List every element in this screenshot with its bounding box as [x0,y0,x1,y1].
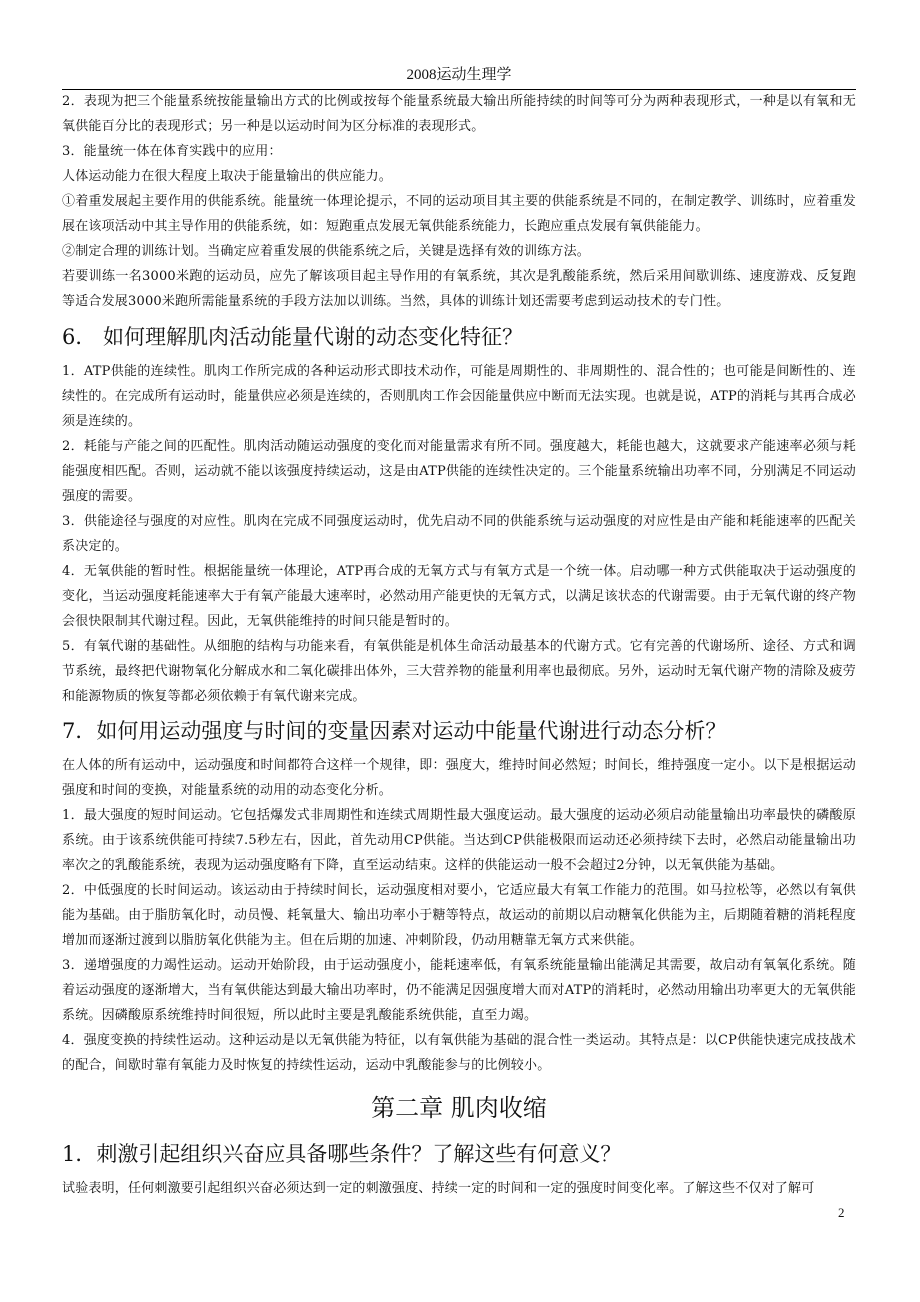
paragraph: 4．强度变换的持续性运动。这种运动是以无氧供能为特征，以有氧供能为基础的混合性一类运动。其特点是：以CP供能快速完成技战术的配合，间歇时靠有氧能力及时恢复的持续性运动，运动中乳酸能参与的比例较小。 [62,1033,856,1073]
paragraph: 在人体的所有运动中，运动强度和时间都符合这样一个规律，即：强度大，维持时间必然短；时间长，维持强度一定小。以下是根据运动强度和时间的变换，对能量系统的动用的动态变化分析。 [62,758,856,798]
page-content [62,89,856,1201]
paragraph: 5．有氧代谢的基础性。从细胞的结构与功能来看，有氧供能是机体生命活动最基本的代谢方式。它有完善的代谢场所、途径、方式和调节系统，最终把代谢物氧化分解成水和二氧化碳排出体外，三大营养物的能量利用率也最彻底。另外，运动时无氧代谢产物的清除及疲劳和能源物质的恢复等都必须依赖于有氧代谢来完成。 [62,639,856,704]
paragraph: ②制定合理的训练计划。当确定应着重发展的供能系统之后，关键是选择有效的训练方法。 [62,244,591,259]
paragraph: ①着重发展起主要作用的供能系统。能量统一体理论提示，不同的运动项目其主要的供能系统是不同的，在制定教学、训练时，应着重发展在该项活动中其主导作用的供能系统，如：短跑重点发展无氧供能系统能力，长跑应重点发展有氧供能能力。 [62,194,856,234]
paragraph: 2．中低强度的长时间运动。该运动由于持续时间长，运动强度相对要小，它适应最大有氧工作能力的范围。如马拉松等，必然以有氧供能为基础。由于脂肪氧化时，动员慢、耗氧量大、输出功率小于糖等特点，故运动的前期以启动糖氧化供能为主，后期随着糖的消耗程度增加而逐渐过渡到以脂肪氧化供能为主。但在后期的加速、冲刺阶段，仍动用糖靠无氧方式来供能。 [62,883,856,948]
chapter-title: 第二章 肌肉收缩 [371,1094,547,1122]
paragraph: 1．最大强度的短时间运动。它包括爆发式非周期性和连续式周期性最大强度运动。最大强度的运动必须启动能量输出功率最快的磷酸原系统。由于该系统供能可持续7.5秒左右，因此，首先动用CP供能。当达到CP供能极限而运动还必须持续下去时，必然启动能量输出功率次之的乳酸能系统，表现为运动强度略有下降，直至运动结束。这样的供能运动一般不会超过2分钟，以无氧供能为基础。 [62,808,856,873]
paragraph: 人体运动能力在很大程度上取决于能量输出的供应能力。 [62,169,393,184]
question-6-heading: 6． 如何理解肌肉活动能量代谢的动态变化特征？ [62,325,524,349]
paragraph: 4．无氧供能的暂时性。根据能量统一体理论，ATP再合成的无氧方式与有氧方式是一个统一体。启动哪一种方式供能取决于运动强度的变化，当运动强度耗能速率大于有氧产能最大速率时，必然动用产能更快的无氧方式，以满足该状态的代谢需要。由于无氧代谢的终产物会很快限制其代谢过程。因此，无氧供能维持的时间只能是暂时的。 [62,564,856,629]
paragraph: 3．能量统一体在体育实践中的应用： [62,144,282,159]
paragraph: 若要训练一名3000米跑的运动员，应先了解该项目起主导作用的有氧系统，其次是乳酸能系统，然后采用间歇训练、速度游戏、反复跑等适合发展3000米跑所需能量系统的手段方法加以训练。当然，具体的训练计划还需要考虑到运动技术的专门性。 [62,269,856,309]
paragraph: 3．递增强度的力竭性运动。运动开始阶段，由于运动强度小，能耗速率低，有氧系统能量输出能满足其需要，故启动有氧氧化系统。随着运动强度的逐渐增大，当有氧供能达到最大输出功率时，仍不能满足因强度增大而对ATP的消耗时，必然动用输出功率更大的无氧供能系统。因磷酸原系统维持时间很短，所以此时主要是乳酸能系统供能，直至力竭。 [62,958,856,1023]
question-1-heading: 1．刺激引起组织兴奋应具备哪些条件？了解这些有何意义？ [62,1142,622,1166]
paragraph: 2．表现为把三个能量系统按能量输出方式的比例或按每个能量系统最大输出所能持续的时间等可分为两种表现形式，一种是以有氧和无氧供能百分比的表现形式；另一种是以运动时间为区分标准的表现形式。 [62,94,856,134]
question-7-heading: 7．如何用运动强度与时间的变量因素对运动中能量代谢进行动态分析？ [62,719,727,743]
paragraph: 1．ATP供能的连续性。肌肉工作所完成的各种运动形式即技术动作，可能是周期性的、非周期性的、混合性的；也可能是间断性的、连续性的。在完成所有运动时，能量供应必须是连续的，否则肌肉工作会因能量供应中断而无法实现。也就是说，ATP的消耗与其再合成必须是连续的。 [62,364,856,429]
paragraph: 2．耗能与产能之间的匹配性。肌肉活动随运动强度的变化而对能量需求有所不同。强度越大，耗能也越大，这就要求产能速率必须与耗能强度相匹配。否则，运动就不能以该强度持续运动，这是由ATP供能的连续性决定的。三个能量系统输出功率不同，分别满足不同运动强度的需要。 [62,439,856,504]
page-header: 2008运动生理学 [62,62,856,90]
paragraph: 试验表明，任何刺激要引起组织兴奋必须达到一定的刺激强度、持续一定的时间和一定的强度时间变化率。了解这些不仅对了解可 [62,1181,815,1196]
page-number: 2 [838,1205,845,1220]
paragraph: 3．供能途径与强度的对应性。肌肉在完成不同强度运动时，优先启动不同的供能系统与运动强度的对应性是由产能和耗能速率的匹配关系决定的。 [62,514,856,554]
